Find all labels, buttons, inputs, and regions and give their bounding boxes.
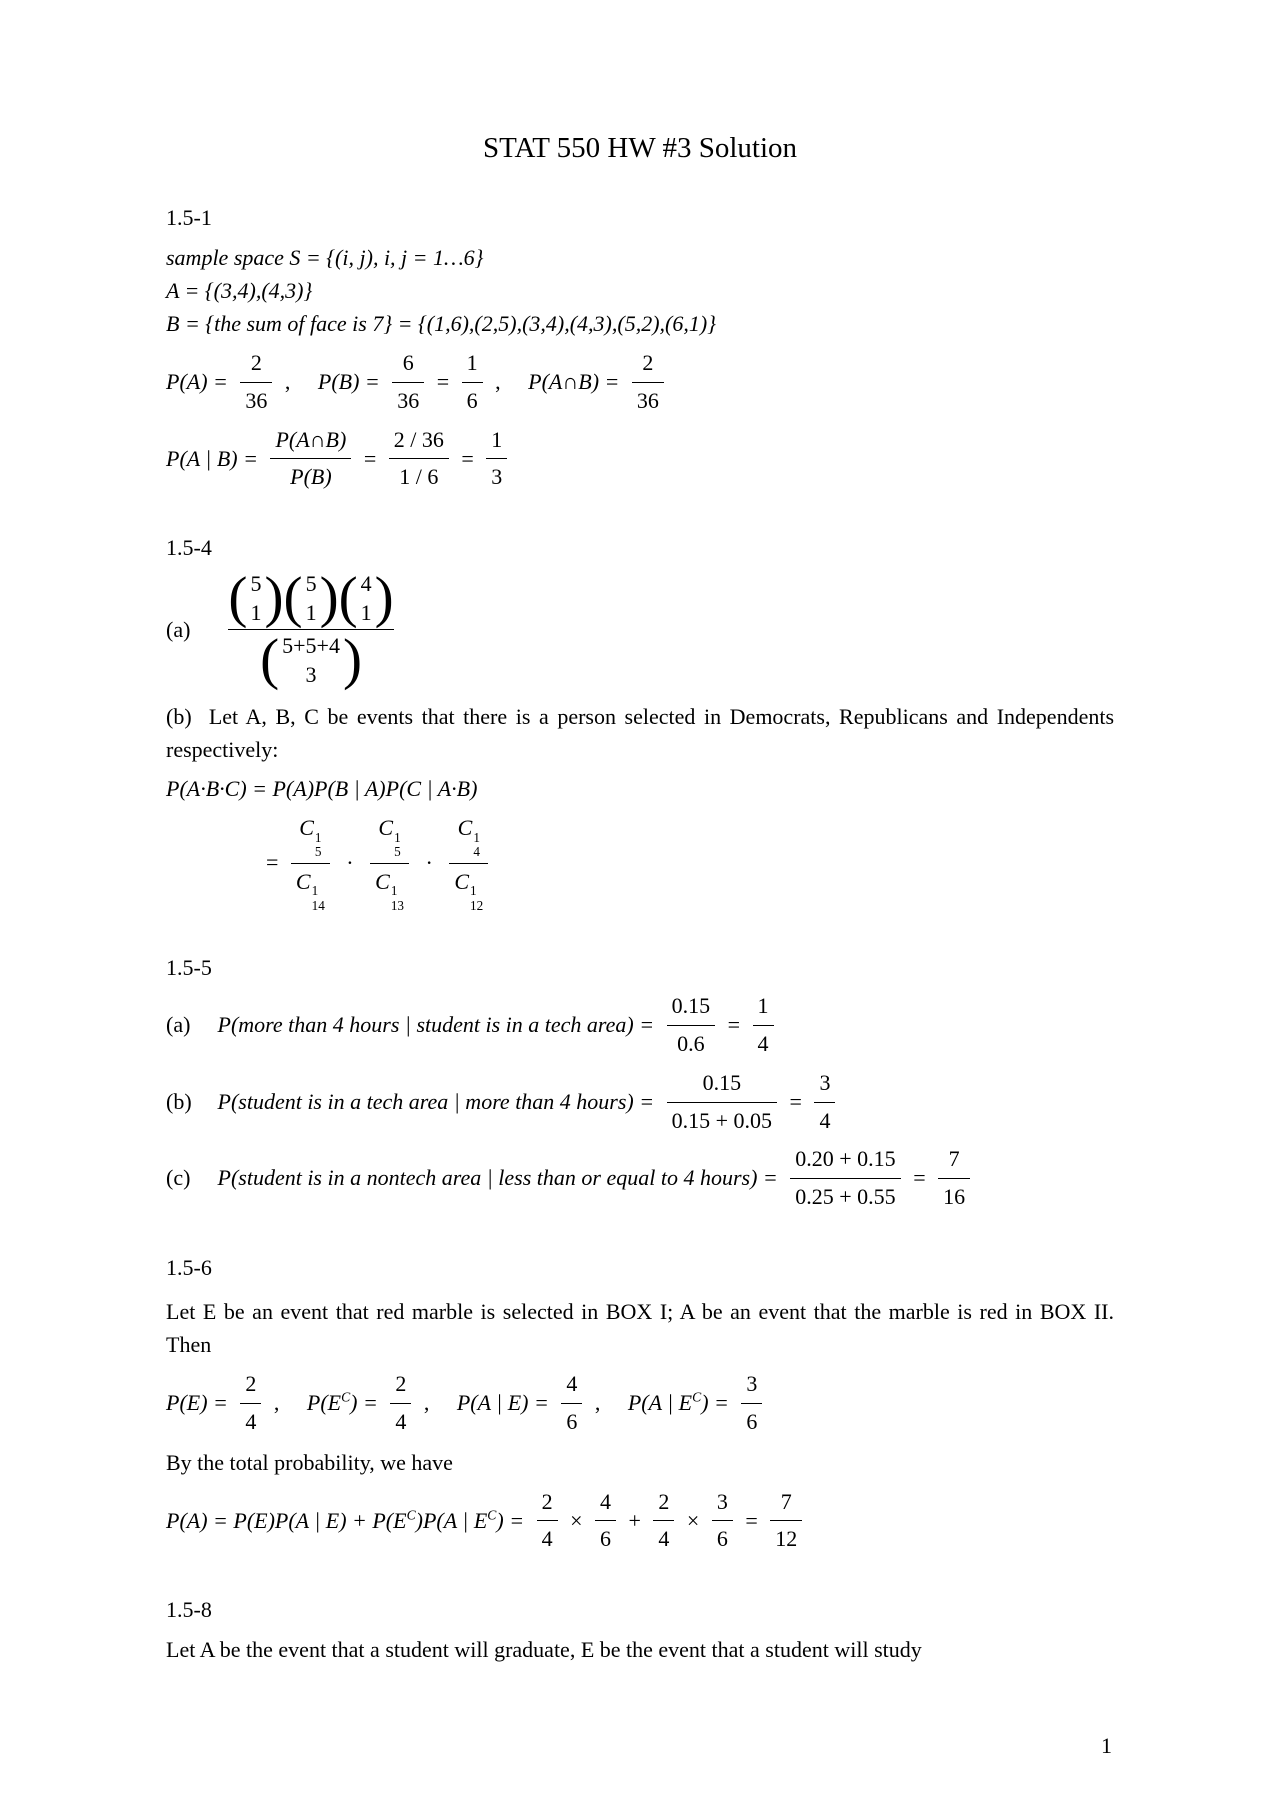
part-a-formula bbox=[166, 991, 1114, 1060]
superscript: 1 bbox=[314, 829, 322, 845]
sup-sub-stack bbox=[391, 884, 404, 913]
binomial-bottom: 3 bbox=[305, 662, 317, 688]
combinatorial-fraction bbox=[228, 573, 393, 686]
binomial-coefficient bbox=[284, 573, 339, 624]
part-a-label: (a) bbox=[166, 616, 191, 642]
section-1-5-6 bbox=[166, 1255, 1114, 1555]
p-a-intersect-b-expression: P(A∩B) = bbox=[528, 368, 620, 394]
binomial-column bbox=[247, 573, 264, 624]
numerator: 7 bbox=[948, 1146, 960, 1172]
expression-text: P(E bbox=[306, 1390, 342, 1416]
fraction bbox=[561, 1369, 582, 1438]
denominator: 6 bbox=[712, 1520, 733, 1555]
subscript: 4 bbox=[473, 844, 480, 860]
fraction bbox=[595, 1487, 616, 1556]
fraction bbox=[790, 1144, 900, 1213]
binomial-top: ( 5 bbox=[250, 571, 262, 597]
fraction bbox=[270, 425, 351, 494]
denominator: 0.6 bbox=[667, 1025, 716, 1060]
expression-text: ) = bbox=[496, 1507, 525, 1533]
fraction bbox=[240, 1369, 261, 1438]
problem-number-1-5-6: 1.5-6 bbox=[166, 1255, 212, 1281]
denominator: 4 bbox=[240, 1403, 261, 1438]
sup-sub-stack bbox=[470, 884, 483, 913]
binomial-column bbox=[279, 635, 343, 686]
section-1-5-8 bbox=[166, 1597, 1114, 1666]
subscript: 5 bbox=[394, 844, 401, 860]
conditional-expression: P(student is in a tech area | more than 4 hours) = bbox=[217, 1088, 655, 1114]
denominator bbox=[291, 863, 330, 914]
problem-number-1-5-8: 1.5-8 bbox=[166, 1597, 212, 1623]
part-b-paragraph bbox=[166, 700, 1114, 766]
numerator: 7 bbox=[780, 1488, 792, 1514]
sup-sub-stack bbox=[473, 831, 480, 860]
denominator: 3 bbox=[486, 458, 507, 493]
denominator bbox=[228, 629, 393, 686]
numerator: 3 bbox=[746, 1371, 758, 1397]
denominator: 4 bbox=[814, 1102, 835, 1137]
intro-paragraph: Let E be an event that red marble is selected in BOX I; A be an event that the marble is red in BOX II. Then bbox=[166, 1299, 1114, 1358]
page-number: 1 bbox=[1101, 1733, 1112, 1758]
p-a-given-e-complement-expression bbox=[628, 1390, 729, 1415]
combination-letter: C bbox=[454, 868, 470, 894]
numerator: 4 bbox=[599, 1488, 611, 1514]
numerator: 2 bbox=[541, 1488, 553, 1514]
p-e-expression: P(E) = bbox=[166, 1389, 228, 1415]
numerator: P(A∩B) bbox=[275, 426, 347, 452]
superscript: 1 bbox=[470, 883, 477, 899]
part-b-label: (b) bbox=[166, 1088, 192, 1114]
denominator: 4 bbox=[653, 1520, 674, 1555]
numerator: 2 bbox=[658, 1488, 670, 1514]
equals-sign: = bbox=[745, 1507, 758, 1533]
numerator: 3 bbox=[716, 1488, 728, 1514]
superscript: 1 bbox=[473, 829, 480, 845]
binomial-bottom: 1 bbox=[360, 600, 372, 626]
numerator bbox=[370, 813, 409, 863]
combination-ratio-formula bbox=[266, 813, 1114, 913]
denominator: 4 bbox=[390, 1403, 411, 1438]
superscript: C bbox=[341, 1389, 351, 1405]
fraction bbox=[653, 1487, 674, 1556]
problem-number-1-5-4: 1.5-4 bbox=[166, 535, 212, 561]
event-b-definition: B = {the sum of face is 7} = {(1,6),(2,5),(3,4),(4,3),(5,2),(6,1)} bbox=[166, 311, 716, 336]
multiplication-rule-formula: P(A·B·C) = P(A)P(B | A)P(C | A·B) bbox=[166, 776, 478, 802]
numerator: 1 bbox=[757, 993, 769, 1019]
combination-letter: C bbox=[375, 868, 390, 894]
section-1-5-4 bbox=[166, 535, 1114, 913]
p-e-complement-expression bbox=[307, 1390, 378, 1415]
combination-letter: C bbox=[295, 868, 311, 894]
part-b-text: Let A, B, C be events that there is a person selected in Democrats, Republicans and Independents respectively: bbox=[166, 704, 1115, 763]
denominator: P(B) bbox=[270, 458, 351, 493]
sup-sub-stack bbox=[315, 831, 322, 860]
binomial-top: ( 5 bbox=[305, 571, 317, 597]
equals-sign: = bbox=[363, 445, 377, 471]
problem-number-1-5-1: 1.5-1 bbox=[166, 205, 212, 230]
denominator: 0.15 + 0.05 bbox=[667, 1102, 777, 1137]
expansion-expression bbox=[166, 1508, 524, 1533]
denominator: 4 bbox=[753, 1025, 774, 1060]
document-title: STAT 550 HW #3 Solution bbox=[482, 132, 798, 164]
combination-letter: C bbox=[457, 814, 473, 840]
superscript: C bbox=[692, 1389, 702, 1405]
fraction bbox=[240, 348, 272, 417]
equals-sign: = bbox=[727, 1012, 741, 1038]
conditional-probability-formula bbox=[166, 425, 1114, 494]
expression-text: ) = bbox=[350, 1390, 378, 1416]
subscript: 13 bbox=[390, 897, 404, 913]
numerator: 1 bbox=[491, 426, 503, 452]
combination-fraction bbox=[291, 813, 330, 913]
equals-sign: = bbox=[789, 1088, 802, 1114]
numerator: 0.15 bbox=[671, 993, 711, 1019]
comma: , bbox=[273, 1389, 280, 1415]
combination-fraction bbox=[449, 813, 488, 913]
numerator: 6 bbox=[402, 350, 414, 375]
fraction bbox=[486, 425, 507, 494]
fraction bbox=[537, 1487, 558, 1556]
times-sign: × bbox=[686, 1507, 700, 1533]
fraction bbox=[667, 1068, 777, 1137]
section-1-5-5 bbox=[166, 955, 1114, 1213]
denominator: 12 bbox=[770, 1520, 802, 1555]
superscript: 1 bbox=[311, 883, 319, 899]
denominator: 36 bbox=[240, 382, 272, 417]
superscript: C bbox=[487, 1507, 497, 1523]
numerator bbox=[449, 813, 488, 863]
event-a-definition: A = {(3,4),(4,3)} bbox=[166, 278, 313, 303]
equals-sign: = bbox=[461, 445, 474, 471]
expression-text: )P(A | E bbox=[415, 1507, 488, 1533]
denominator: 6 bbox=[561, 1403, 582, 1438]
denominator: 16 bbox=[938, 1178, 970, 1213]
fraction bbox=[712, 1487, 733, 1556]
p-a-expression: P(A) = bbox=[166, 368, 228, 394]
binomial-top: ( 5+5+4 bbox=[282, 633, 340, 659]
denominator: 1 / 6 bbox=[389, 458, 449, 493]
denominator: 6 bbox=[462, 382, 483, 417]
numerator bbox=[228, 573, 393, 629]
denominator: 6 bbox=[595, 1520, 616, 1555]
fraction bbox=[390, 1369, 411, 1438]
combination-fraction bbox=[370, 813, 409, 913]
denominator bbox=[370, 863, 409, 914]
numerator: 0.20 + 0.15 bbox=[795, 1146, 896, 1172]
p-a-given-b-expression: P(A | B) = bbox=[166, 445, 258, 471]
comma: , bbox=[423, 1389, 430, 1415]
superscript: 1 bbox=[390, 883, 398, 899]
multiplication-dot: · bbox=[425, 849, 433, 875]
section-1-5-1 bbox=[166, 205, 1114, 493]
binomial-bottom: 1 bbox=[250, 600, 262, 626]
combination-letter: C bbox=[299, 814, 314, 840]
denominator: 4 bbox=[537, 1520, 558, 1555]
total-probability-text: By the total probability, we have bbox=[166, 1449, 453, 1475]
given-probabilities-formula bbox=[166, 1369, 1114, 1438]
problem-number-1-5-5: 1.5-5 bbox=[166, 955, 212, 981]
part-c-label: (c) bbox=[166, 1165, 191, 1191]
expression-text: P(A | E bbox=[627, 1390, 693, 1416]
superscript: 1 bbox=[394, 829, 401, 845]
numerator: 0.15 bbox=[702, 1069, 742, 1095]
conditional-expression: P(student is in a nontech area | less than or equal to 4 hours) = bbox=[217, 1165, 778, 1191]
numerator: 2 bbox=[250, 350, 262, 375]
part-a-label: (a) bbox=[166, 1012, 191, 1038]
part-b-formula bbox=[166, 1068, 1114, 1137]
comma: , bbox=[284, 368, 291, 394]
equals-sign: = bbox=[266, 849, 279, 875]
numerator: 4 bbox=[566, 1371, 578, 1397]
equals-sign: = bbox=[913, 1165, 926, 1191]
fraction bbox=[632, 348, 664, 417]
denominator bbox=[449, 863, 488, 914]
binomial-coefficient bbox=[228, 573, 283, 624]
probability-values-formula bbox=[166, 348, 1114, 417]
binomial-column bbox=[303, 573, 320, 624]
numerator: 2 / 36 bbox=[393, 426, 444, 452]
multiplication-dot: · bbox=[346, 849, 354, 875]
fraction bbox=[741, 1369, 762, 1438]
part-c-formula bbox=[166, 1144, 1114, 1213]
problem-setup-text: Let A be the event that a student will graduate, E be the event that a student will study bbox=[166, 1637, 922, 1663]
part-b-label: (b) bbox=[166, 704, 192, 730]
numerator: 2 bbox=[395, 1371, 407, 1397]
binomial-coefficient bbox=[339, 573, 394, 624]
comma: , bbox=[594, 1389, 601, 1415]
binomial-coefficient bbox=[260, 635, 362, 686]
fraction bbox=[462, 348, 483, 417]
expression-text: P(A) = P(E)P(A | E) + P(E bbox=[166, 1507, 407, 1533]
times-sign: × bbox=[570, 1507, 583, 1533]
denominator: 0.25 + 0.55 bbox=[790, 1178, 900, 1213]
numerator: 2 bbox=[245, 1371, 257, 1397]
numerator: 1 bbox=[466, 350, 478, 375]
superscript: C bbox=[406, 1507, 416, 1523]
combination-letter: C bbox=[378, 814, 394, 840]
binomial-bottom: 1 bbox=[305, 600, 317, 626]
part-a-formula bbox=[166, 573, 1114, 686]
numerator bbox=[291, 813, 330, 863]
denominator: 36 bbox=[632, 382, 664, 417]
fraction bbox=[667, 991, 716, 1060]
sup-sub-stack bbox=[312, 884, 325, 913]
numerator: 2 bbox=[642, 350, 654, 375]
fraction bbox=[938, 1144, 970, 1213]
plus-sign: + bbox=[628, 1507, 641, 1533]
denominator: 36 bbox=[392, 382, 424, 417]
fraction bbox=[392, 348, 424, 417]
fraction bbox=[770, 1487, 802, 1556]
expression-text: ) = bbox=[701, 1390, 729, 1416]
binomial-column bbox=[358, 573, 375, 624]
p-a-given-e-expression: P(A | E) = bbox=[456, 1389, 549, 1415]
sample-space-definition: sample space S = {(i, j), i, j = 1…6} bbox=[166, 245, 484, 270]
p-b-expression: P(B) = bbox=[317, 368, 380, 394]
subscript: 12 bbox=[470, 897, 484, 913]
fraction bbox=[753, 991, 774, 1060]
denominator: 6 bbox=[741, 1403, 762, 1438]
fraction bbox=[389, 425, 449, 494]
sup-sub-stack bbox=[394, 831, 401, 860]
fraction bbox=[814, 1068, 835, 1137]
comma: , bbox=[495, 368, 501, 394]
numerator: 3 bbox=[819, 1069, 831, 1095]
subscript: 5 bbox=[314, 844, 322, 860]
subscript: 14 bbox=[311, 897, 325, 913]
binomial-top: ( 4 bbox=[360, 571, 372, 597]
equals-sign: = bbox=[436, 368, 450, 394]
total-probability-formula bbox=[166, 1487, 1114, 1556]
conditional-expression: P(more than 4 hours | student is in a tech area) = bbox=[217, 1012, 655, 1038]
